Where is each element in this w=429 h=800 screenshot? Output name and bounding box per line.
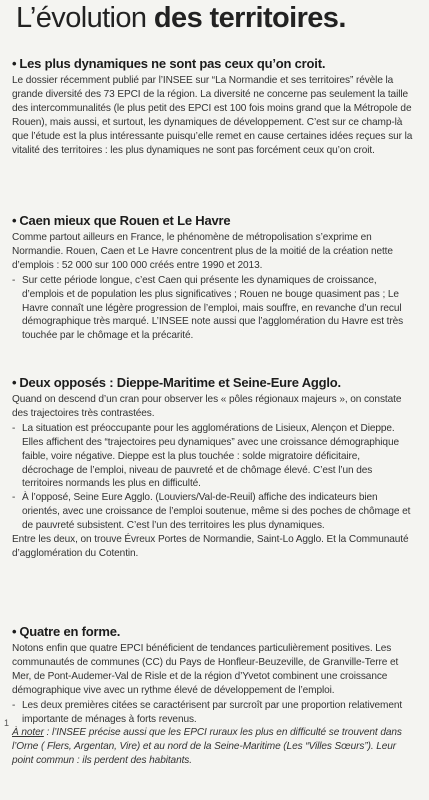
title-part-2: des territoires. [153, 2, 346, 34]
section-heading [12, 624, 414, 639]
dash-marker: - [12, 699, 16, 711]
section-paragraph: Notons enfin que quatre EPCI bénéficient de tendances particulièrement positives. Les communautés de communes (CC) du Pays de Honfleur-Beuzeville, de Granville-Terre et Mer, de Pont-Audemer-Val de Risle et de la région d’Yvetot combinent une croissance démographique vive avec un rythme élevé de développement de l’emploi. [12, 643, 399, 696]
item-list [12, 699, 414, 727]
section-paragraph: Le dossier récemment publié par l’INSEE sur “La Normandie et ses territoires” révèle la grande diversité des 73 EPCI de la région. La diversité ne concerne pas seulement la taille des intercommunalités (le plus petit des EPCI est 100 fois moins grand que la Métropole de Rouen), mais aussi, et surtout, les dynamiques de développement. C’est sur ce champ-là que l’étude est la plus intéressante puisqu’elle remet en cause certaines idées reçues sur la vitalité des territoires : les plus dynamiques ne sont pas forcément ceux qu’on croit. [12, 75, 413, 156]
note-text: : l’INSEE précise aussi que les EPCI ruraux les plus en difficulté se trouvent dans l’Orne ( Flers, Argentan, Vire) et au nord de la Seine-Maritime (Les “Villes Sœurs”). Leur point commun : ils perdent des habitants. [12, 727, 402, 767]
list-item [12, 699, 414, 727]
section-paragraph: Comme partout ailleurs en France, le phénomène de métropolisation s’exprime en Normandie. Rouen, Caen et Le Havre concentrent plus de la moitié de la création nette d’emplois : 52 000 sur 100 000 créés entre 1990 et 2013. [12, 232, 393, 271]
heading-text: Les plus dynamiques ne sont pas ceux qu’on croit. [19, 56, 326, 71]
dash-marker: - [12, 492, 16, 504]
section-heading [12, 375, 414, 390]
note-paragraph [12, 726, 414, 768]
bullet-icon: • [12, 56, 17, 71]
section-quatre [12, 624, 414, 768]
dash-marker: - [12, 274, 16, 286]
list-item-text: La situation est préoccupante pour les agglomérations de Lisieux, Alençon et Dieppe. Elles affichent des “trajectoires peu dynamiques” avec une croissance démographique faible, voire négative. Dieppe est la plus touchée : solde migratoire déficitaire, décrochage de l’emploi, niveau de pauvreté et de chômage élevé. C’est l’un des territoires normands les plus en difficulté. [22, 422, 399, 490]
list-item [12, 422, 414, 492]
section-closing-paragraph: Entre les deux, on trouve Évreux Portes de Normandie, Saint-Lo Agglo. Et la Communauté d’agglomération du Cotentin. [12, 534, 409, 559]
heading-text: Quatre en forme. [19, 624, 121, 639]
note-label: À noter [12, 727, 44, 739]
bullet-icon: • [12, 375, 17, 390]
section-caen [12, 213, 414, 343]
margin-number: 1 [4, 718, 10, 728]
dash-marker: - [12, 422, 16, 434]
section-dynamiques [12, 56, 414, 157]
bullet-icon: • [12, 213, 17, 228]
bullet-icon: • [12, 624, 17, 639]
section-heading [12, 213, 414, 228]
list-item [12, 274, 414, 344]
section-heading [12, 56, 414, 71]
list-item-text: Sur cette période longue, c’est Caen qui présente les dynamiques de croissance, d’emplois et de population les plus significatives ; Rouen ne bouge quasiment pas ; Le Havre connaît une légère progression de l’emploi, mais souffre, en revanche d’un recul démographique très marqué. L’INSEE note aussi que l’agglomération du Havre est très touchée par le chômage et la précarité. [22, 274, 404, 342]
heading-text: Deux opposés : Dieppe-Maritime et Seine-Eure Agglo. [19, 375, 341, 390]
title-part-1: L’évolution [16, 2, 154, 34]
item-list [12, 274, 414, 344]
page-title [16, 2, 346, 35]
item-list [12, 422, 414, 533]
list-item [12, 491, 414, 533]
list-item-text: À l’opposé, Seine Eure Agglo. (Louviers/Val-de-Reuil) affiche des indicateurs bien orientés, avec une croissance de l’emploi soutenue, même si des poches de chômage et de pauvreté subsistent. C’est l’un des territoires les plus dynamiques. [22, 492, 411, 532]
section-paragraph: Quand on descend d’un cran pour observer les « pôles régionaux majeurs », on constate des trajectoires très contrastées. [12, 394, 402, 419]
section-opposes [12, 375, 414, 561]
list-item-text: Les deux premières citées se caractérisent par surcroît par une proportion relativement importante de ménages à forts revenus. [22, 699, 403, 725]
heading-text: Caen mieux que Rouen et Le Havre [19, 213, 231, 228]
